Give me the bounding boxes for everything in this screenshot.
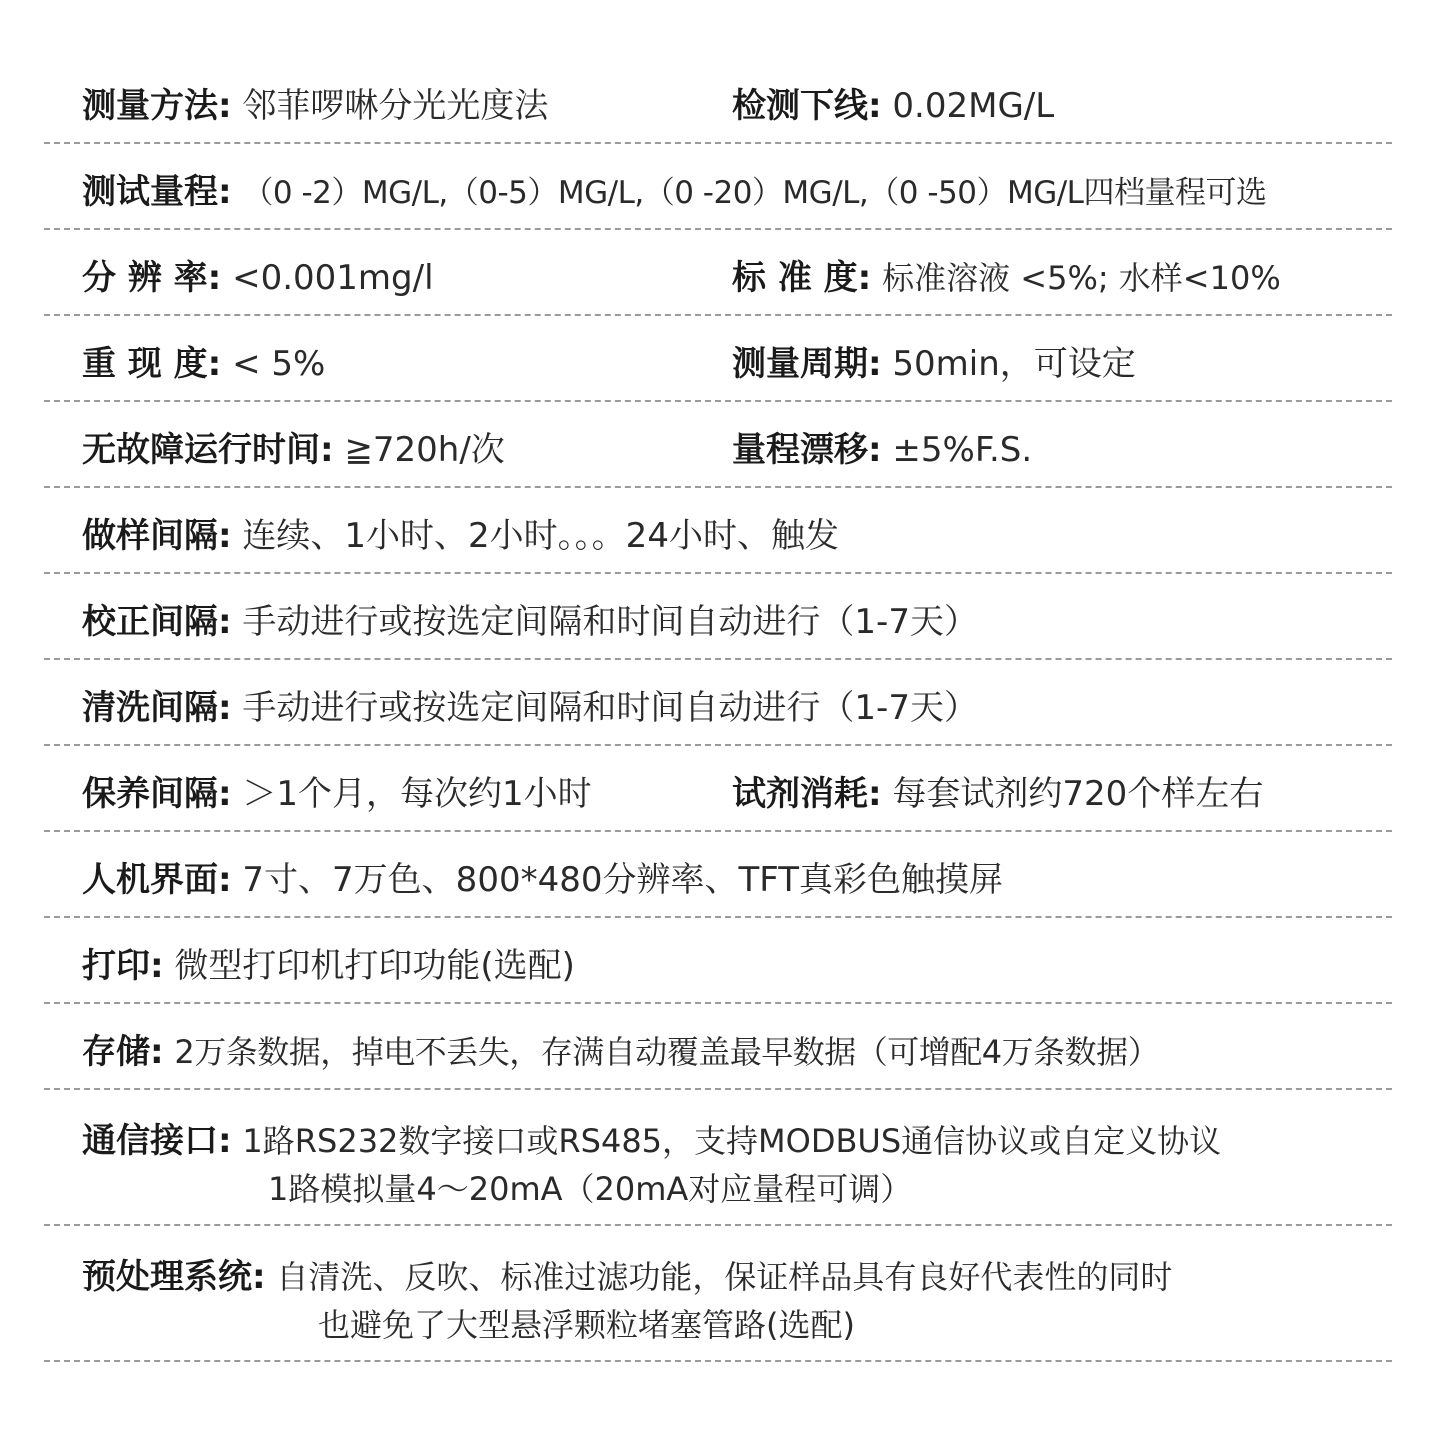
spec-value: 50min，可设定 (892, 344, 1136, 384)
spec-item (82, 429, 505, 471)
spec-label: 存储: (82, 1032, 164, 1072)
spec-value: <0.001mg/l (232, 258, 434, 298)
spec-sheet (44, 58, 1392, 1362)
spec-value: 微型打印机打印功能(选配) (174, 946, 575, 986)
spec-value: （0 -2）MG/L,（0-5）MG/L,（0 -20）MG/L,（0 -50）MG/L四档量程可选 (242, 175, 1267, 211)
spec-value: 手动进行或按选定间隔和时间自动进行（1-7天） (242, 688, 978, 728)
spec-value-line1: 1路RS232数字接口或RS485，支持MODBUS通信协议或自定义协议 (242, 1122, 1222, 1160)
spec-item (732, 429, 1032, 471)
spec-value: 连续、1小时、2小时。。。24小时、触发 (242, 516, 839, 556)
spec-item (82, 773, 592, 815)
spec-label: 标 准 度: (732, 258, 872, 298)
spec-label: 打印: (82, 946, 164, 986)
spec-row-printing (44, 918, 1392, 1004)
spec-item (82, 85, 548, 127)
spec-item (82, 515, 839, 557)
spec-label: 分 辨 率: (82, 258, 222, 298)
spec-row-sampling-interval (44, 488, 1392, 574)
spec-label: 重 现 度: (82, 344, 222, 384)
spec-item (82, 601, 978, 643)
spec-label: 检测下线: (732, 86, 882, 126)
spec-label: 无故障运行时间: (82, 430, 334, 470)
spec-label: 校正间隔: (82, 602, 232, 642)
spec-item (82, 1117, 1221, 1213)
spec-label: 做样间隔: (82, 516, 232, 556)
spec-label: 量程漂移: (732, 430, 882, 470)
spec-row-measurement-method (44, 58, 1392, 144)
spec-item (82, 859, 1003, 901)
spec-item (732, 85, 1054, 127)
spec-label: 通信接口: (82, 1121, 232, 1161)
spec-row-communication (44, 1090, 1392, 1226)
spec-value: 每套试剂约720个样左右 (892, 774, 1264, 814)
spec-item (732, 257, 1281, 299)
spec-value: 2万条数据，掉电不丢失，存满自动覆盖最早数据（可增配4万条数据） (174, 1033, 1160, 1071)
spec-item (732, 343, 1136, 385)
spec-value: < 5% (232, 344, 326, 384)
spec-value: 0.02MG/L (892, 86, 1055, 126)
spec-label: 测量方法: (82, 86, 232, 126)
spec-item (82, 945, 575, 987)
spec-value-line2: 1路模拟量4～20mA（20mA对应量程可调） (268, 1170, 913, 1208)
spec-row-reproducibility (44, 316, 1392, 402)
spec-label: 测试量程: (82, 172, 232, 212)
spec-label: 人机界面: (82, 860, 232, 900)
spec-label: 试剂消耗: (732, 774, 882, 814)
spec-item (82, 687, 978, 729)
spec-value: 标准溶液 <5%; 水样<10% (882, 259, 1281, 297)
spec-item (82, 1031, 1159, 1073)
spec-row-storage (44, 1004, 1392, 1090)
spec-label: 预处理系统: (82, 1257, 266, 1297)
spec-row-maintenance-interval (44, 746, 1392, 832)
spec-row-cleaning-interval (44, 660, 1392, 746)
spec-value: ≧720h/次 (344, 430, 505, 470)
spec-row-mtbf (44, 402, 1392, 488)
spec-value: ±5%F.S. (892, 430, 1033, 470)
spec-value-line1: 自清洗、反吹、标准过滤功能，保证样品具有良好代表性的同时 (276, 1258, 1173, 1296)
spec-row-test-range (44, 144, 1392, 230)
spec-value: 邻菲啰啉分光光度法 (242, 86, 549, 126)
spec-item (82, 343, 325, 385)
spec-value: 7寸、7万色、800*480分辨率、TFT真彩色触摸屏 (242, 860, 1003, 900)
spec-label: 测量周期: (732, 344, 882, 384)
spec-item (82, 257, 434, 299)
spec-value: 手动进行或按选定间隔和时间自动进行（1-7天） (242, 602, 978, 642)
spec-row-pretreatment (44, 1226, 1392, 1362)
spec-label: 清洗间隔: (82, 688, 232, 728)
spec-item (82, 1253, 1172, 1349)
spec-value: ＞1个月，每次约1小时 (242, 774, 592, 814)
spec-value-line2: 也避免了大型悬浮颗粒堵塞管路(选配) (318, 1306, 855, 1344)
spec-label: 保养间隔: (82, 774, 232, 814)
spec-item (732, 773, 1263, 815)
spec-row-resolution (44, 230, 1392, 316)
spec-row-calibration-interval (44, 574, 1392, 660)
spec-row-hmi (44, 832, 1392, 918)
spec-item (82, 171, 1266, 214)
